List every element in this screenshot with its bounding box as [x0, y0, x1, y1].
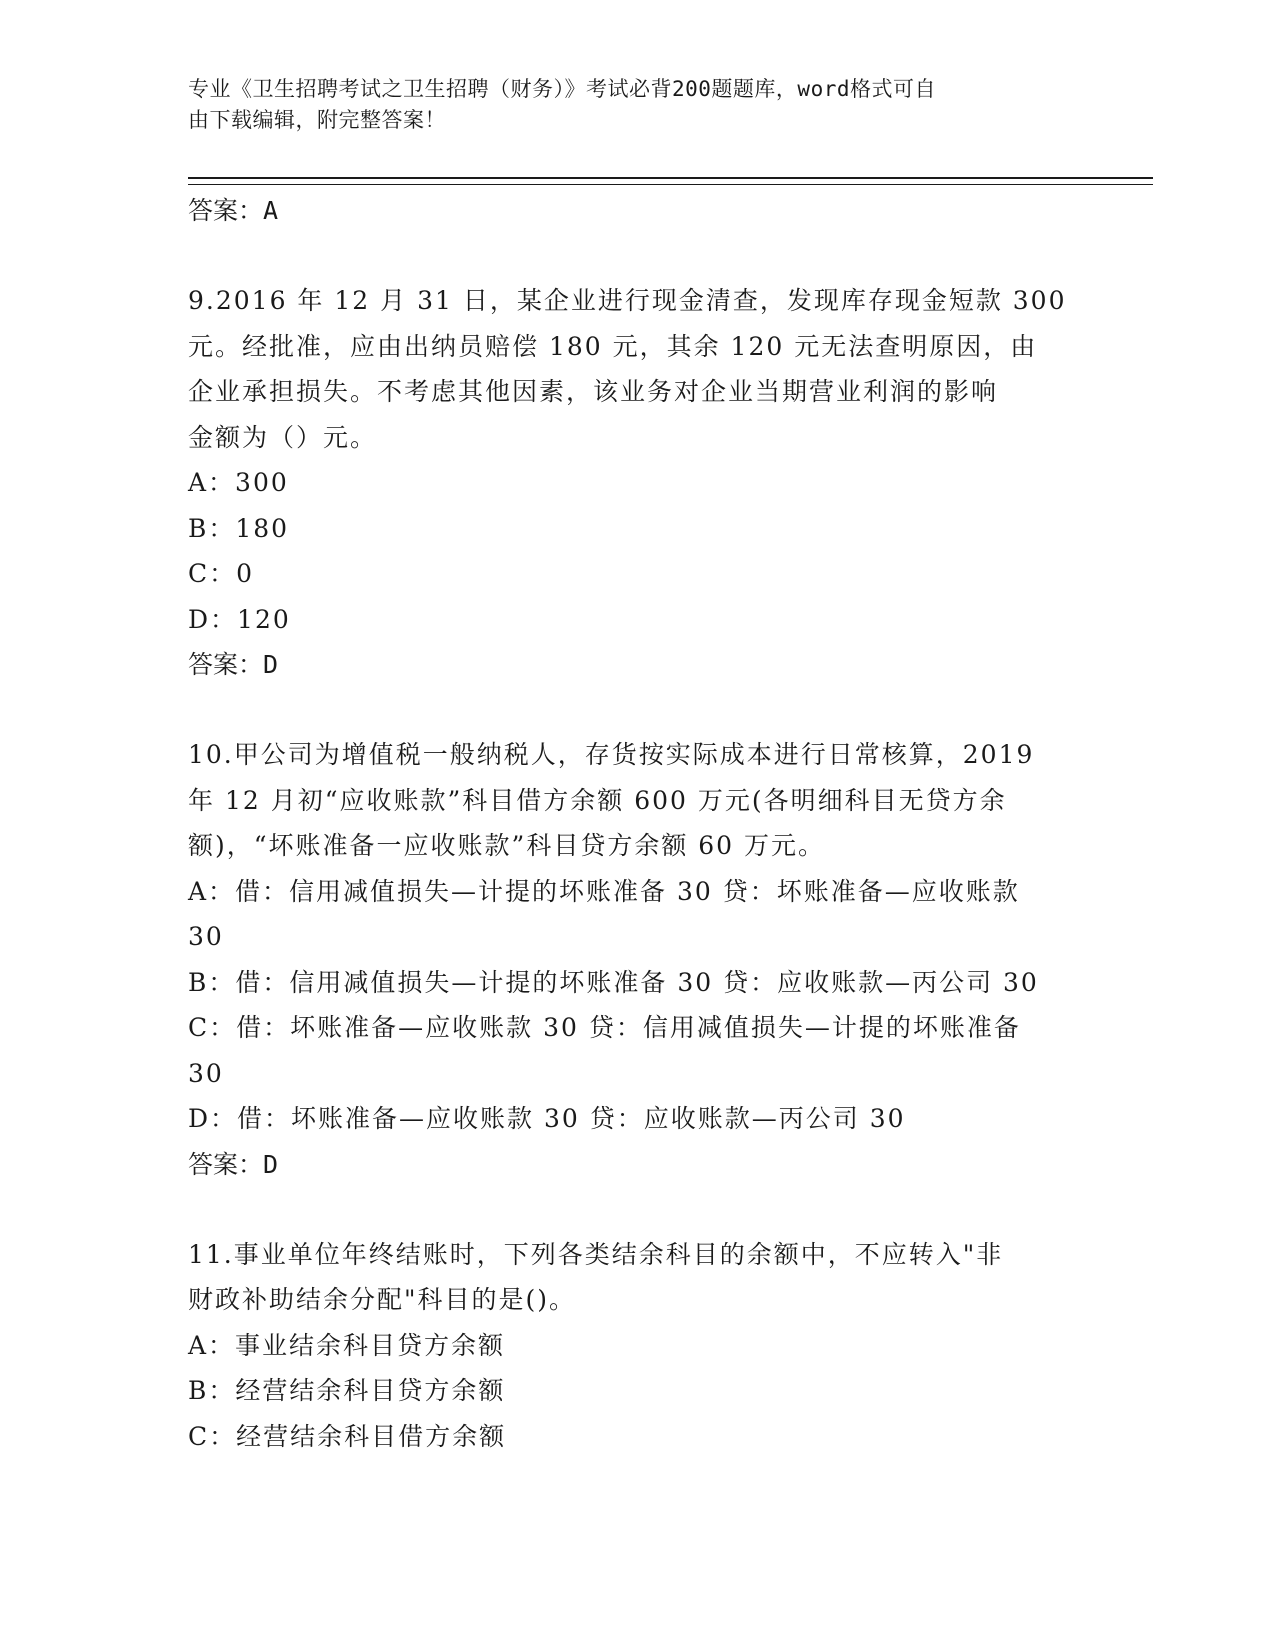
- answer-key: A: [263, 196, 279, 225]
- question-text-line: 9.2016 年 12 月 31 日，某企业进行现金清查，发现库存现金短款 300: [188, 286, 1067, 315]
- option-a: A：事业结余科目贷方余额: [188, 1330, 506, 1360]
- question-text-line: 金额为（）元。: [188, 422, 378, 452]
- answer-key: D: [263, 1149, 279, 1179]
- answer-line: [188, 642, 1068, 688]
- option-a: A：借：信用减值损失—计提的坏账准备 30 贷：坏账准备—应收账款: [188, 876, 1020, 906]
- answer-line: [188, 188, 1068, 234]
- question-text-line: 11.事业单位年终结账时，下列各类结余科目的余额中，不应转入"非: [188, 1239, 1004, 1269]
- option-b: B：经营结余科目贷方余额: [188, 1376, 506, 1405]
- option-a-continued: 30: [188, 922, 224, 951]
- question-9: [188, 278, 1068, 688]
- question-text-line: 企业承担损失。不考虑其他因素，该业务对企业当期营业利润的影响: [188, 377, 999, 406]
- question-text-line: 年 12 月初“应收账款”科目借方余额 600 万元(各明细科目无贷方余: [188, 785, 1007, 815]
- option-c: C：0: [188, 559, 255, 588]
- option-d: D：120: [188, 604, 291, 634]
- option-d: D：借：坏账准备—应收账款 30 贷：应收账款—丙公司 30: [188, 1104, 906, 1133]
- question-text-line: 财政补助结余分配"科目的是()。: [188, 1285, 577, 1314]
- option-c: C：经营结余科目借方余额: [188, 1421, 507, 1451]
- option-c-continued: 30: [188, 1058, 224, 1088]
- answer-line: [188, 1142, 1068, 1188]
- header-divider-thin: [188, 184, 1153, 185]
- question-10: [188, 732, 1068, 1188]
- answer-key: D: [263, 650, 279, 679]
- page-header: [188, 74, 1068, 136]
- question-text-line: 元。经批准，应由出纳员赔偿 180 元，其余 120 元无法查明原因，由: [188, 331, 1038, 361]
- option-a: A：300: [188, 468, 289, 497]
- header-line-2: 由下载编辑，附完整答案！: [188, 108, 446, 132]
- question-text-line: 10.甲公司为增值税一般纳税人，存货按实际成本进行日常核算，2019: [188, 740, 1035, 769]
- option-c: C：借：坏账准备—应收账款 30 贷：信用减值损失—计提的坏账准备: [188, 1013, 1021, 1042]
- option-b: B：借：信用减值损失—计提的坏账准备 30 贷：应收账款—丙公司 30: [188, 967, 1039, 997]
- question-11: [188, 1232, 1068, 1460]
- document-body: [188, 188, 1068, 1459]
- answer-label: 答案：: [188, 650, 264, 679]
- header-divider-thick: [188, 177, 1153, 179]
- option-b: B：180: [188, 513, 290, 543]
- question-text-line: 额)，“坏账准备一应收账款”科目贷方余额 60 万元。: [188, 831, 826, 860]
- answer-label: 答案：: [188, 1149, 264, 1179]
- answer-label: 答案：: [188, 196, 264, 225]
- header-line-1: 专业《卫生招聘考试之卫生招聘（财务）》考试必背200题题库，word格式可自: [188, 77, 936, 101]
